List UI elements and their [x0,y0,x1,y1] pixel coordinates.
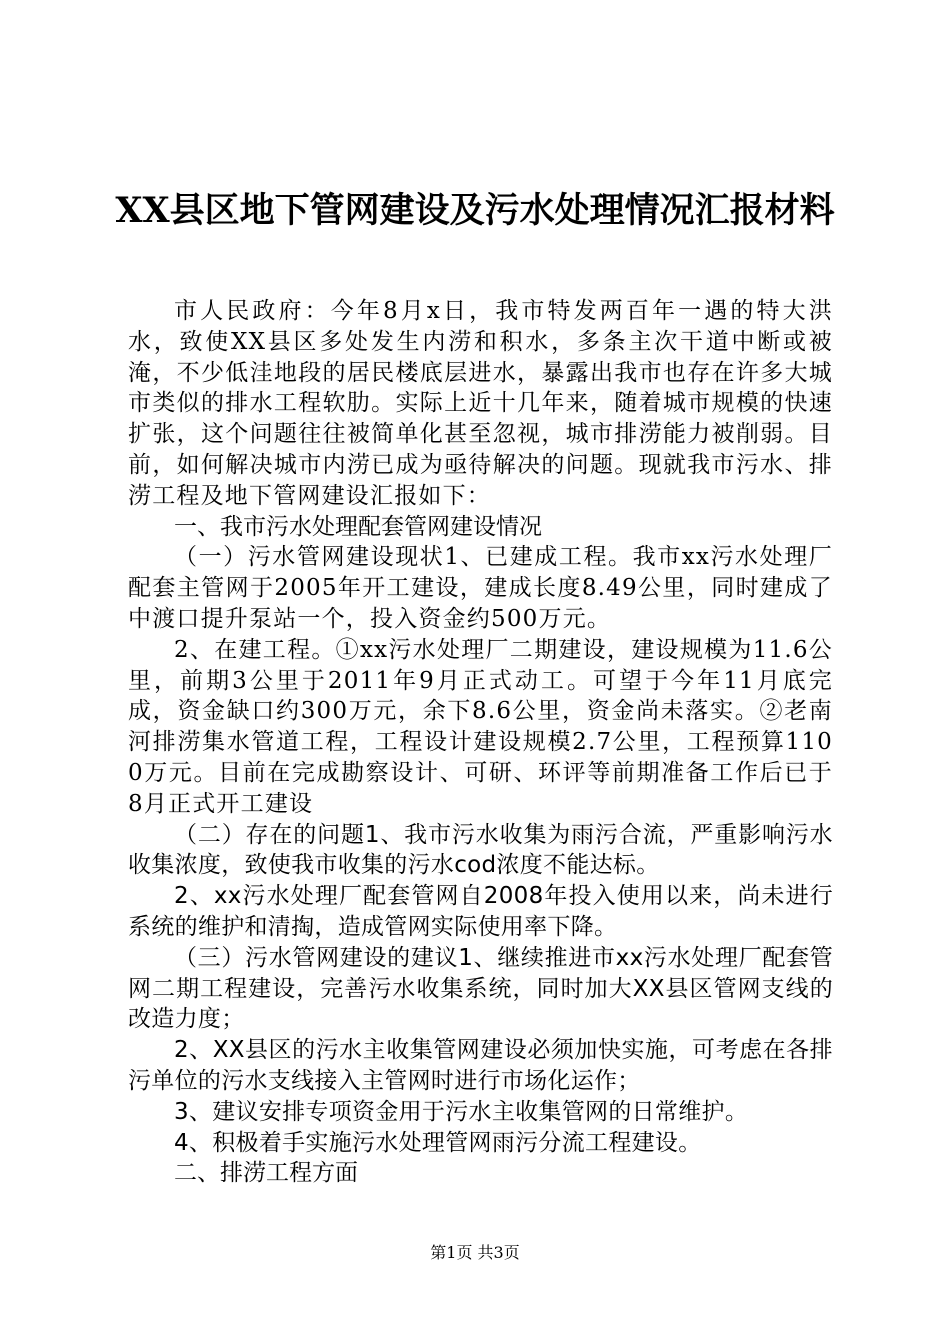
paragraph-suggestion-3: 3、建议安排专项资金用于污水主收集管网的日常维护。 [174,1098,749,1125]
document-body [128,296,833,1189]
section-heading-drainage: 二、排涝工程方面 [174,1160,358,1187]
document-title: XX县区地下管网建设及污水处理情况汇报材料 [115,190,835,231]
paragraph-suggestion-2: 2、XX县区的污水主收集管网建设必须加快实施，可考虑在各排污单位的污水支线接入主管网时进行市场化运作； [128,1037,833,1094]
section-heading-sewage: 一、我市污水处理配套管网建设情况 [174,513,542,540]
paragraph-under-construction: 2、在建工程。①xx污水处理厂二期建设，建设规模为11.6公里，前期3公里于2011年9月正式动工。可望于今年11月底完成，资金缺口约300万元，余下8.6公里，资金尚未落实。②老南河排涝集水管道工程，工程设计建设规模2.7公里，工程预算1100万元。目前在完成勘察设计、可研、环评等前期准备工作后已于8月正式开工建设 [128,636,833,817]
paragraph-problems: （二）存在的问题1、我市污水收集为雨污合流，严重影响污水收集浓度，致使我市收集的污水cod浓度不能达标。 [128,821,833,879]
paragraph-suggestions: （三）污水管网建设的建议1、继续推进市xx污水处理厂配套管网二期工程建设，完善污水收集系统，同时加大XX县区管网支线的改造力度； [128,944,833,1033]
paragraph-intro: 市人民政府：今年8月x日，我市特发两百年一遇的特大洪水，致使XX县区多处发生内涝和积水，多条主次干道中断或被淹，不少低洼地段的居民楼底层进水，暴露出我市也存在许多大城市类似的排水工程软肋。实际上近十几年来，随着城市规模的快速扩张，这个问题往往被简单化甚至忽视，城市排涝能力被削弱。目前，如何解决城市内涝已成为亟待解决的问题。现就我市污水、排涝工程及地下管网建设汇报如下： [128,298,833,509]
paragraph-suggestion-4: 4、积极着手实施污水处理管网雨污分流工程建设。 [174,1129,702,1156]
paragraph-current-status: （一）污水管网建设现状1、已建成工程。我市xx污水处理厂配套主管网于2005年开工建设，建成长度8.49公里，同时建成了中渡口提升泵站一个，投入资金约500万元。 [128,544,833,632]
page-footer: 第1页 共3页 [430,1243,520,1262]
paragraph-problem-2: 2、xx污水处理厂配套管网自2008年投入使用以来，尚未进行系统的维护和清掏，造成管网实际使用率下降。 [128,883,833,940]
